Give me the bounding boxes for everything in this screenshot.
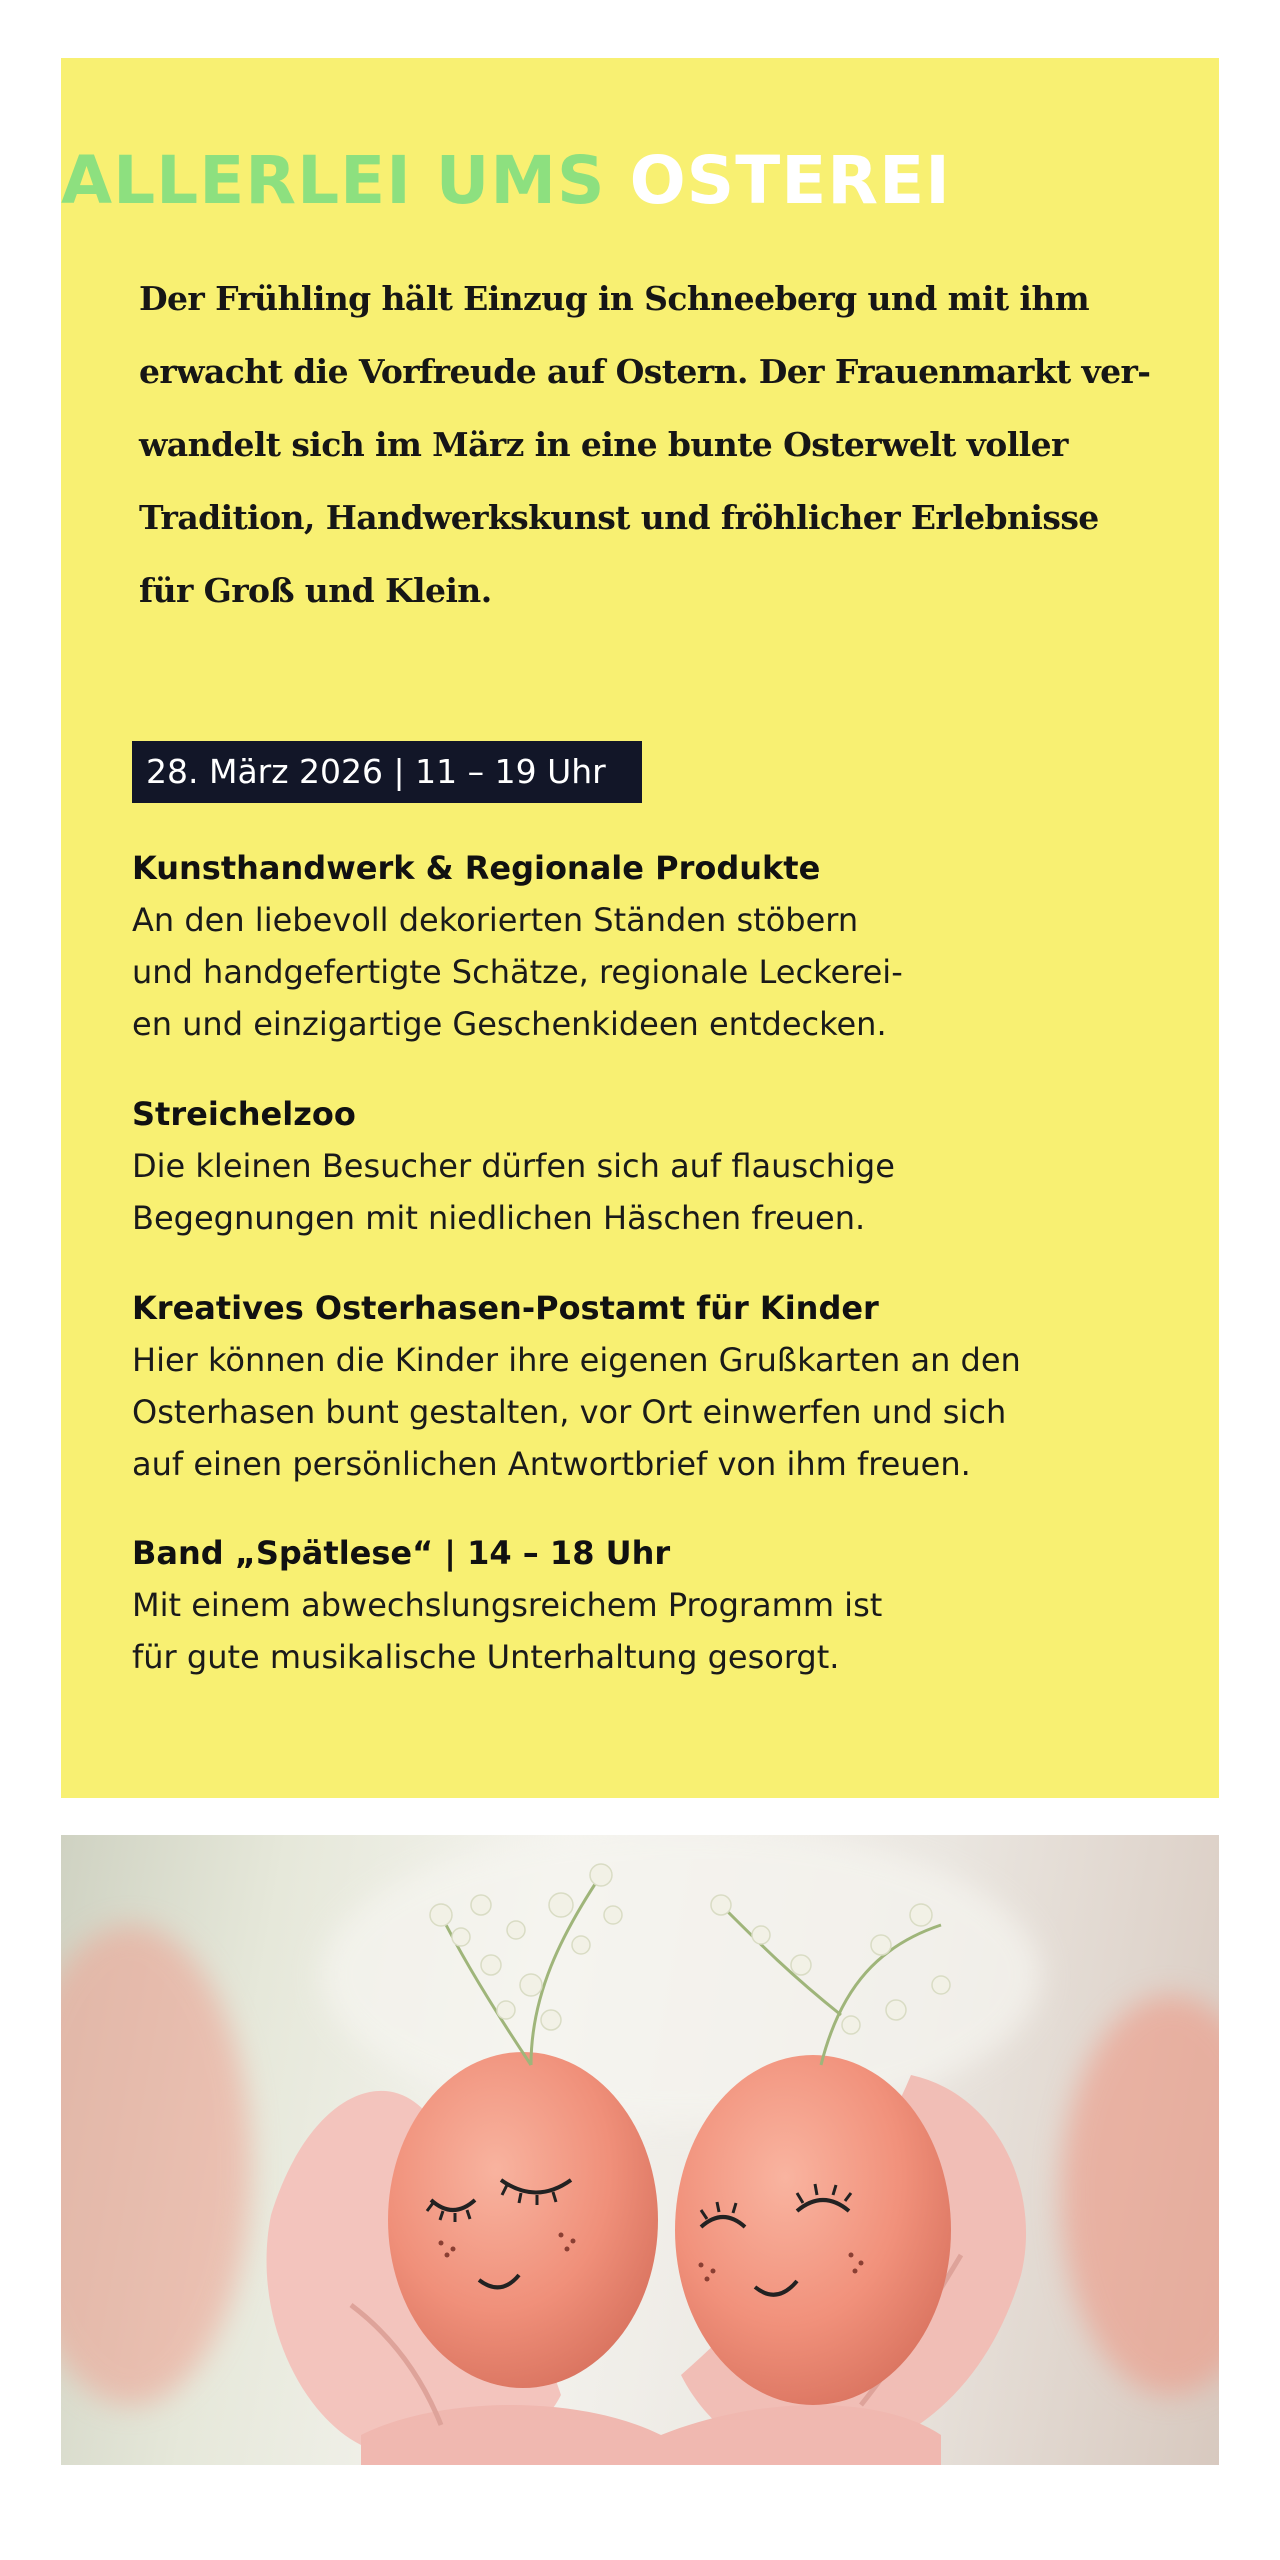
section-band [132, 1527, 1182, 1683]
easter-eggs-photo [61, 1835, 1219, 2465]
section-line: Die kleinen Besucher dürfen sich auf flauschige [132, 1147, 895, 1185]
title-part-white: OSTEREI [629, 142, 951, 219]
blurred-background-shape [61, 1925, 251, 2405]
date-badge: 28. März 2026 | 11 – 19 Uhr [132, 741, 642, 803]
intro-line: für Groß und Klein. [139, 571, 492, 610]
intro-paragraph [139, 262, 1149, 627]
palms [361, 2405, 941, 2465]
section-postamt [132, 1282, 1182, 1490]
intro-line: Tradition, Handwerkskunst und fröhlicher Erlebnisse [139, 498, 1099, 537]
section-line: Begegnungen mit niedlichen Häschen freuen. [132, 1199, 866, 1237]
section-line: Mit einem abwechslungsreichem Programm ist [132, 1586, 883, 1624]
photo-illustration [61, 1835, 1219, 2465]
section-line: Hier können die Kinder ihre eigenen Grußkarten an den [132, 1341, 1021, 1379]
section-line: en und einzigartige Geschenkideen entdecken. [132, 1005, 887, 1043]
section-title: Kunsthandwerk & Regionale Produkte [132, 849, 821, 887]
section-title: Streichelzoo [132, 1095, 356, 1133]
section-text [132, 894, 1182, 1050]
section-text [132, 1579, 1182, 1683]
section-title: Band „Spätlese“ | 14 – 18 Uhr [132, 1534, 671, 1572]
intro-line: erwacht die Vorfreude auf Ostern. Der Frauenmarkt ver- [139, 352, 1151, 391]
section-line: für gute musikalische Unterhaltung gesorgt. [132, 1638, 840, 1676]
egg-right [675, 2055, 951, 2405]
section-line: Osterhasen bunt gestalten, vor Ort einwerfen und sich [132, 1393, 1007, 1431]
section-streichelzoo [132, 1088, 1182, 1244]
section-kunsthandwerk [132, 842, 1182, 1050]
section-title: Kreatives Osterhasen-Postamt für Kinder [132, 1289, 879, 1327]
page-title [61, 142, 951, 219]
section-line: An den liebevoll dekorierten Ständen stöbern [132, 901, 859, 939]
section-line: und handgefertigte Schätze, regionale Leckerei- [132, 953, 903, 991]
title-part-green: ALLERLEI UMS [61, 142, 606, 219]
blurred-background-shape [1061, 1995, 1219, 2395]
section-line: auf einen persönlichen Antwortbrief von ihm freuen. [132, 1445, 971, 1483]
section-text [132, 1140, 1182, 1244]
section-text [132, 1334, 1182, 1490]
egg-left [388, 2052, 658, 2388]
intro-line: wandelt sich im März in eine bunte Osterwelt voller [139, 425, 1068, 464]
intro-line: Der Frühling hält Einzug in Schneeberg und mit ihm [139, 279, 1090, 318]
